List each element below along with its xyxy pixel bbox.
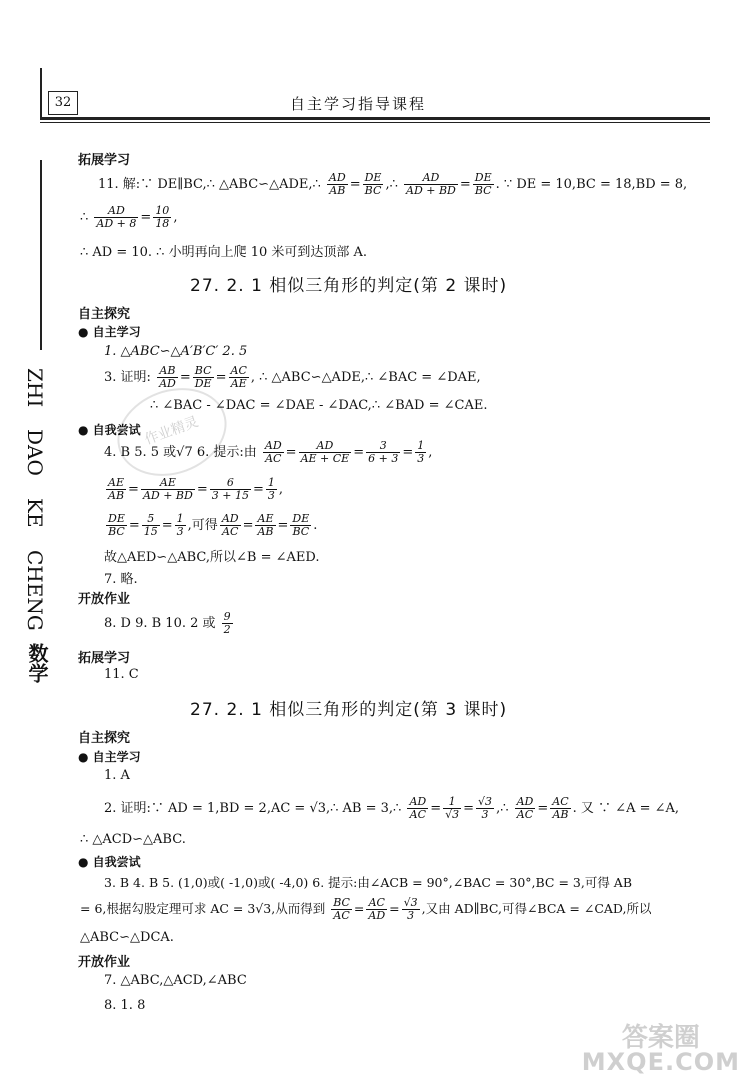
l3-q3-text-b: = 6,根据勾股定理可求 AC = 3√3,从而得到: [80, 901, 326, 916]
l3-q3-line2: = 6,根据勾股定理可求 AC = 3√3,从而得到 $\frac{BC}{AC}$ = $\frac{AC}{AD}$ = $\frac{√3}{3}$ ,又由 AD∥BC,可得∠BCA = ∠CAD,所以: [80, 896, 652, 922]
l2-q11: 11. C: [104, 667, 139, 682]
frac-1-sqrt3: $\frac{1}{√3}$: [445, 795, 460, 821]
frac-ad-adbd: $\frac{AD}{AD + BD}$: [406, 171, 456, 197]
watermark-top: 答案圈: [621, 1023, 700, 1053]
l2-q3-text-b: ∴ △ABC∽△ADE,∴ ∠BAC = ∠DAE,: [259, 370, 481, 385]
q11-line2: ∴ $\frac{AD}{AD + 8}$ = $\frac{10}{18}$ ,: [80, 204, 178, 230]
l2-q6-line2-end: ,: [278, 482, 283, 497]
subheading-zizhu-xuexi: ● 自主学习: [78, 325, 141, 339]
frac-10-18: $\frac{10}{18}$: [155, 204, 170, 230]
margin-line-mid: [40, 160, 42, 350]
l2-q7: 7. 略.: [104, 572, 138, 587]
frac-sqrt3-3-b: $\frac{√3}{3}$: [403, 896, 418, 922]
frac-1-3-c: $\frac{1}{3}$: [176, 512, 184, 538]
frac-ad-ac-4: $\frac{AD}{AC}$: [516, 795, 534, 821]
frac-ad-aece: $\frac{AD}{AE + CE}$: [300, 439, 350, 465]
subheading-zizhu-xuexi-3: ● 自主学习: [78, 750, 141, 764]
l2-q6-line3: $\frac{DE}{BC}$ = $\frac{5}{15}$ = $\frac{1}{3}$ ,可得 $\frac{AD}{AC}$ = $\frac{AE}{AB}$ = $\frac{DE}{BC}$ .: [108, 512, 318, 538]
l2-q8-line: [104, 611, 235, 636]
section-heading-open-hw: 开放作业: [78, 592, 131, 607]
l3-q3-line1: 3. B 4. B 5. (1,0)或( -1,0)或( -4,0) 6. 提示:由∠ACB = 90°,∠BAC = 30°,BC = 3,可得 AB: [104, 875, 633, 890]
frac-ad-ab: $\frac{AD}{AB}$: [328, 171, 346, 197]
l3-q2-text-b: 又 ∵ ∠A = ∠A,: [580, 801, 680, 816]
frac-ac-ad: $\frac{AC}{AD}$: [368, 896, 386, 922]
l2-q4-text: 4. B 5. 5 或√7 6. 提示:由: [104, 445, 257, 460]
ziwo-label: 自我尝试: [92, 423, 141, 437]
frac-sqrt3-3: $\frac{√3}{3}$: [478, 795, 493, 821]
side-label: [23, 368, 52, 683]
q11-text-a: 11. 解:∵ DE∥BC,∴ △ABC∽△ADE,∴: [98, 177, 321, 192]
stamp-text: 作业精灵: [142, 413, 201, 449]
q11-line1: 11. 解:∵ DE∥BC,∴ △ABC∽△ADE,∴ $\frac{AD}{AB}$ = $\frac{DE}{BC}$ ,∴ $\frac{AD}{AD + BD}$ = $\frac{DE}{BC}$ . ∵ DE = 10,BC = 18,BD = 8,: [98, 171, 688, 197]
frac-de-bc: $\frac{DE}{BC}$: [364, 171, 382, 197]
frac-de-bc-2: $\frac{DE}{BC}$: [474, 171, 492, 197]
side-subject: 数学: [25, 642, 49, 683]
frac-3-63: $\frac{3}{6 + 3}$: [368, 439, 399, 465]
frac-ad-ac-3: $\frac{AD}{AC}$: [409, 795, 427, 821]
ziwo-label-3: 自我尝试: [92, 855, 141, 869]
zizhu-xuexi-label-3: 自主学习: [92, 750, 141, 764]
watermark-url: MXQE.COM: [581, 1048, 740, 1076]
side-word-4: CHENG: [23, 549, 47, 631]
side-word-1: ZHI: [23, 368, 47, 408]
frac-ac-ae: $\frac{AC}{AE}$: [230, 364, 247, 390]
header-rule-thin: [40, 122, 710, 123]
frac-ad-ac-2: $\frac{AD}{AC}$: [221, 512, 239, 538]
frac-ad-ac: $\frac{AD}{AC}$: [264, 439, 282, 465]
lesson2-title: 27. 2. 1 相似三角形的判定(第 2 课时): [190, 276, 508, 296]
frac-de-bc-4: $\frac{DE}{BC}$: [292, 512, 310, 538]
subheading-ziwo: ● 自我尝试: [78, 423, 141, 437]
section-heading-tuozhan-2: 拓展学习: [78, 651, 131, 666]
l3-q8: 8. 1. 8: [104, 998, 146, 1013]
section-heading-zizhu-3: 自主探究: [78, 731, 131, 746]
frac-6-315: $\frac{6}{3 + 15}$: [211, 476, 249, 502]
frac-ac-ab: $\frac{AC}{AB}$: [552, 795, 569, 821]
frac-bc-ac: $\frac{BC}{AC}$: [333, 896, 350, 922]
frac-ad-ad8: $\frac{AD}{AD + 8}$: [96, 204, 137, 230]
section-heading-tuozhan: 拓展学习: [78, 153, 131, 168]
lesson3-title: 27. 2. 1 相似三角形的判定(第 3 课时): [190, 700, 508, 720]
section-heading-open-hw-3: 开放作业: [78, 955, 131, 970]
l2-q3-line1: 3. 证明: $\frac{AB}{AD}$ = $\frac{BC}{DE}$ = $\frac{AC}{AE}$ , ∴ △ABC∽△ADE,∴ ∠BAC = ∠DAE,: [104, 364, 481, 390]
margin-line-top: [40, 68, 42, 118]
side-word-3: KE: [23, 498, 47, 528]
l3-q3-line3: △ABC∽△DCA.: [80, 930, 174, 945]
l3-q7: 7. △ABC,△ACD,∠ABC: [104, 973, 247, 988]
header-title: 自主学习指导课程: [290, 95, 427, 113]
l2-q3-text-a: 3. 证明:: [104, 370, 151, 385]
frac-ae-ab-2: $\frac{AE}{AB}$: [257, 512, 274, 538]
page-number: 32: [48, 91, 78, 115]
l2-q6-line3-text: ,可得: [187, 518, 218, 533]
frac-1-3-b: $\frac{1}{3}$: [267, 476, 275, 502]
frac-de-bc-3: $\frac{DE}{BC}$: [108, 512, 125, 538]
header-rule: [40, 117, 710, 120]
l2-q6-line2: $\frac{AE}{AB}$ = $\frac{AE}{AD + BD}$ = $\frac{6}{3 + 15}$ = $\frac{1}{3}$ ,: [108, 476, 283, 502]
site-watermark: [581, 1023, 740, 1076]
q11-text-b: ∵ DE = 10,BC = 18,BD = 8,: [503, 177, 688, 192]
section-heading-zizhu: 自主探究: [78, 307, 131, 322]
frac-ae-adbd: $\frac{AE}{AD + BD}$: [142, 476, 193, 502]
l3-q2-line1: 2. 证明:∵ AD = 1,BD = 2,AC = √3,∴ AB = 3,∴ $\frac{AD}{AC}$ = $\frac{1}{√3}$ = $\frac{√3}{3}$ ,∴ $\frac{AD}{AC}$ = $\frac{AC}{AB}$ . 又 ∵ ∠A = ∠A,: [104, 795, 680, 821]
frac-ae-ab: $\frac{AE}{AB}$: [108, 476, 125, 502]
frac-bc-de: $\frac{BC}{DE}$: [194, 364, 212, 390]
l3-q2-text-a: 2. 证明:∵ AD = 1,BD = 2,AC = √3,∴ AB = 3,∴: [104, 801, 402, 816]
l2-q1: 1. △ABC∽△A′B′C′ 2. 5: [104, 344, 248, 359]
subheading-ziwo-3: ● 自我尝试: [78, 855, 141, 869]
l2-q3-line2: ∴ ∠BAC - ∠DAC = ∠DAE - ∠DAC,∴ ∠BAD = ∠CAE.: [150, 398, 488, 413]
l2-q6-line4: 故△AED∽△ABC,所以∠B = ∠AED.: [104, 550, 320, 565]
l3-q1: 1. A: [104, 768, 130, 783]
l2-q8-text: 8. D 9. B 10. 2 或: [104, 616, 216, 631]
frac-5-15: $\frac{5}{15}$: [143, 512, 158, 538]
frac-9-2: $\frac{9}{2}$: [223, 610, 231, 636]
l3-q2-line2: ∴ △ACD∽△ABC.: [80, 832, 186, 847]
l3-q3-text-c: ,又由 AD∥BC,可得∠BCA = ∠CAD,所以: [421, 901, 652, 916]
q11-line3: ∴ AD = 10. ∴ 小明再向上爬 10 米可到达顶部 A.: [80, 245, 368, 260]
q11-text-c: ∴: [80, 210, 89, 225]
frac-1-3: $\frac{1}{3}$: [417, 439, 425, 465]
zizhu-xuexi-label: 自主学习: [92, 325, 141, 339]
side-word-2: DAO: [23, 429, 47, 477]
l2-q4-line: 4. B 5. 5 或√7 6. 提示:由 $\frac{AD}{AC}$ = $\frac{AD}{AE + CE}$ = $\frac{3}{6 + 3}$ = $\frac{1}{3}$ ,: [104, 439, 433, 465]
frac-ab-ad: $\frac{AB}{AD}$: [159, 364, 176, 390]
